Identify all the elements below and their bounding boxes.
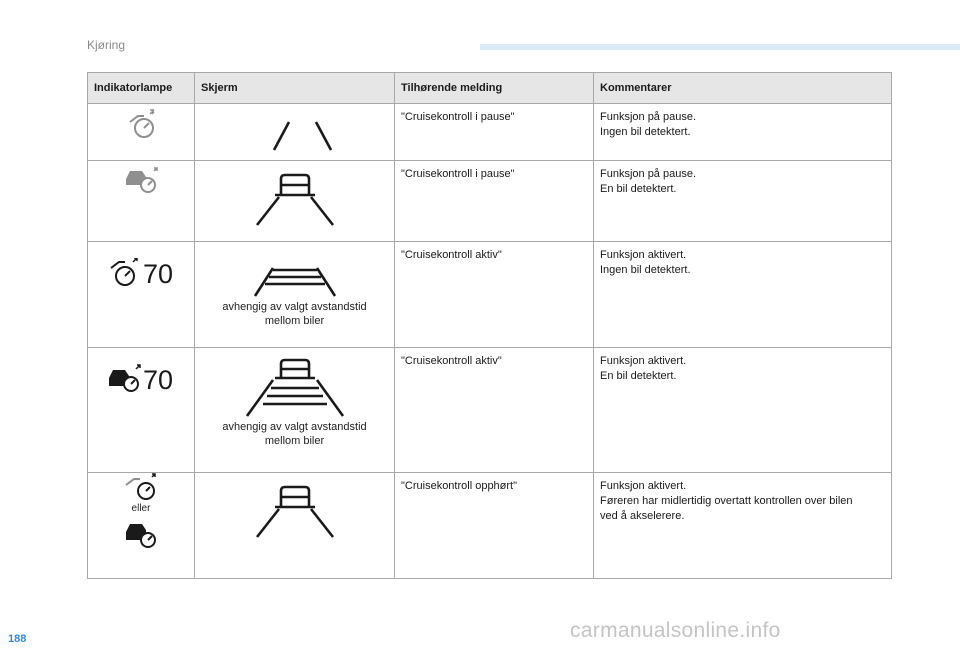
table-row xyxy=(88,348,892,473)
display-cell xyxy=(195,242,395,348)
comment-cell xyxy=(594,473,892,579)
section-title: Kjøring xyxy=(87,38,126,52)
comment-cell xyxy=(594,161,892,242)
message-cell xyxy=(395,104,594,161)
cruise-control-outline-icon xyxy=(109,258,143,290)
display-caption: avhengig av valgt avstandstid xyxy=(222,421,367,433)
message-text: "Cruisekontroll aktiv" xyxy=(401,249,502,261)
table-row xyxy=(88,161,892,242)
display-cell xyxy=(195,161,395,242)
message-cell xyxy=(395,242,594,348)
display-cell xyxy=(195,473,395,579)
page-number: 188 xyxy=(8,633,27,645)
comment-line: Føreren har midlertidig overtatt kontrollen over bilen xyxy=(600,495,853,507)
table-row xyxy=(88,242,892,348)
display-cell xyxy=(195,348,395,473)
cruise-control-outline-icon xyxy=(88,104,195,154)
column-header: Indikatorlampe xyxy=(88,73,195,104)
display-caption: mellom biler xyxy=(264,315,325,327)
message-text: "Cruisekontroll i pause" xyxy=(401,168,515,180)
display-cell xyxy=(195,104,395,161)
cruise-control-vehicle-icon xyxy=(88,161,195,201)
column-header: Kommentarer xyxy=(594,73,892,104)
message-cell xyxy=(395,473,594,579)
indicator-cell xyxy=(88,348,195,473)
table-row xyxy=(88,104,892,161)
display-caption: avhengig av valgt avstandstid xyxy=(222,301,367,313)
message-text: "Cruisekontroll opphørt" xyxy=(401,480,518,492)
comment-line: Funksjon aktivert. xyxy=(600,249,687,261)
road-car-distance-bars-icon xyxy=(195,348,395,420)
cruise-control-vehicle-icon xyxy=(109,364,143,396)
indicator-cell xyxy=(88,161,195,242)
comment-line: En bil detektert. xyxy=(600,370,677,382)
comment-line: Ingen bil detektert. xyxy=(600,126,691,138)
indicator-cell xyxy=(88,473,195,579)
comment-line: ved å akselerere. xyxy=(600,510,685,522)
message-cell xyxy=(395,348,594,473)
message-text: "Cruisekontroll i pause" xyxy=(401,111,515,123)
cruise-control-vehicle-icon xyxy=(88,514,195,552)
cruise-control-outline-icon xyxy=(88,473,195,503)
speed-value: 70 xyxy=(142,258,174,289)
display-caption: mellom biler xyxy=(264,435,325,447)
comment-line: Funksjon på pause. xyxy=(600,111,697,123)
message-text: "Cruisekontroll aktiv" xyxy=(401,355,502,367)
watermark: carmanualsonline.info xyxy=(570,619,781,642)
comment-line: Funksjon aktivert. xyxy=(600,355,687,367)
column-header: Tilhørende melding xyxy=(395,73,594,104)
header-bar xyxy=(480,44,960,50)
table-row xyxy=(88,473,892,579)
speed-value: 70 xyxy=(142,364,174,395)
indicator-cell xyxy=(88,242,195,348)
column-header: Skjerm xyxy=(195,73,395,104)
road-car-icon xyxy=(195,161,395,229)
comment-line: Funksjon aktivert. xyxy=(600,480,687,492)
road-car-icon xyxy=(195,473,395,541)
message-cell xyxy=(395,161,594,242)
comment-cell xyxy=(594,348,892,473)
table-header-row xyxy=(88,73,892,104)
comment-line: En bil detektert. xyxy=(600,183,677,195)
road-lanes-icon xyxy=(195,104,395,156)
indicator-cell xyxy=(88,104,195,161)
indicator-table xyxy=(87,72,892,579)
road-distance-bars-icon xyxy=(195,242,395,300)
comment-line: Funksjon på pause. xyxy=(600,168,697,180)
comment-cell xyxy=(594,104,892,161)
comment-cell xyxy=(594,242,892,348)
or-label: eller xyxy=(131,503,151,514)
comment-line: Ingen bil detektert. xyxy=(600,264,691,276)
